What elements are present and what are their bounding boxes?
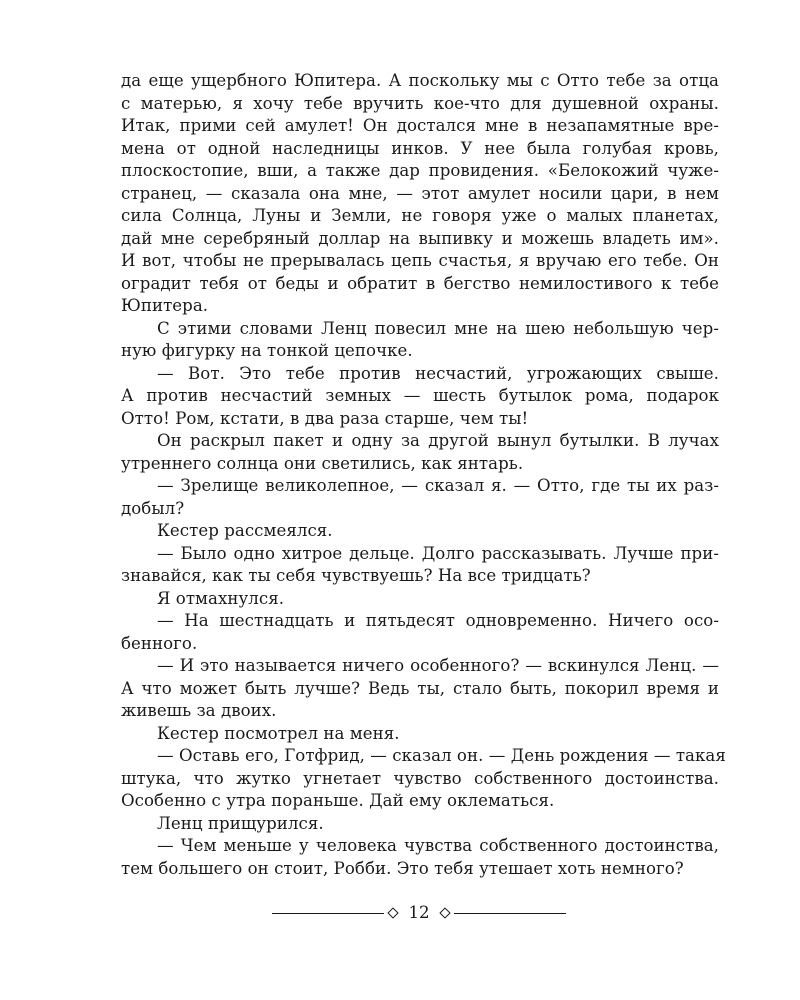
text-line: штука, что жутко угнетает чувство собственного достоинства.: [121, 768, 719, 788]
page-footer: [272, 901, 566, 925]
text-line: оградит тебя от беды и обратит в бегство немилостивого к тебе: [121, 273, 719, 293]
footer-rule-left: [272, 913, 384, 914]
text-line: дай мне серебряный доллар на выпивку и можешь владеть им».: [121, 228, 719, 248]
text-line: — На шестнадцать и пятьдесят одновременно. Ничего осо-: [157, 611, 719, 630]
footer-rule-right: [454, 913, 566, 914]
text-line: Особенно с утра пораньше. Дай ему оклематься.: [121, 791, 555, 810]
text-line: Он раскрыл пакет и одну за другой вынул бутылки. В лучах: [157, 431, 719, 450]
text-line: — И это называется ничего особенного? — вскинулся Ленц. —: [157, 656, 719, 675]
text-line: бенного.: [121, 633, 198, 653]
page-number: 12: [408, 903, 430, 922]
text-line: сила Солнца, Луны и Земли, не говоря уже о малых планетах,: [121, 206, 719, 225]
text-line: знавайся, как ты себя чувствуешь? На все тридцать?: [121, 566, 591, 585]
text-line: — Чем меньше у человека чувства собственного достоинства,: [157, 836, 719, 855]
text-line: добыл?: [121, 498, 185, 518]
text-line: С этими словами Ленц повесил мне на шею небольшую чер-: [157, 318, 719, 338]
text-line: плоскостопие, вши, а также дар провидения. «Белокожий чуже-: [121, 161, 719, 180]
text-line: Отто! Ром, кстати, в два раза старше, чем ты!: [121, 408, 529, 428]
text-line: — Оставь его, Готфрид, — сказал он. — День рождения — такая: [157, 746, 726, 765]
text-line: утреннего солнца они светились, как янтарь.: [121, 453, 524, 473]
diamond-ornament-left-icon: [388, 907, 399, 918]
text-line: — Было одно хитрое дельце. Долго рассказывать. Лучше при-: [157, 543, 719, 563]
text-line: живешь за двоих.: [121, 701, 277, 720]
text-line: Итак, прими сей амулет! Он достался мне в незапамятные вре-: [121, 116, 719, 135]
text-line: А против несчастий земных — шесть бутылок рома, подарок: [121, 386, 719, 405]
text-line: Я отмахнулся.: [157, 588, 285, 608]
text-line: — Зрелище великолепное, — сказал я. — Отто, где ты их раз-: [157, 476, 719, 495]
text-line: с матерью, я хочу тебе вручить кое-что для душевной охраны.: [121, 93, 719, 113]
page-text: [121, 70, 726, 880]
text-line: ную фигурку на тонкой цепочке.: [121, 341, 413, 360]
text-line: странец, — сказала она мне, — этот амулет носили цари, в нем: [121, 183, 719, 203]
text-line: Кестер посмотрел на меня.: [157, 723, 400, 743]
text-line: А что может быть лучше? Ведь ты, стало быть, покорил время и: [121, 678, 719, 698]
text-line: да еще ущербного Юпитера. А поскольку мы с Отто тебе за отца: [121, 71, 719, 90]
text-line: И вот, чтобы не прерывалась цепь счастья, я вручаю его тебе. Он: [121, 251, 719, 270]
text-line: мена от одной наследницы инков. У нее была голубая кровь,: [121, 138, 719, 158]
text-line: Ленц прищурился.: [157, 813, 324, 833]
diamond-ornament-right-icon: [439, 907, 450, 918]
text-line: Кестер рассмеялся.: [157, 521, 333, 540]
text-line: — Вот. Это тебе против несчастий, угрожающих свыше.: [157, 363, 719, 383]
text-line: тем большего он стоит, Робби. Это тебя утешает хоть немного?: [121, 858, 684, 878]
text-line: Юпитера.: [121, 296, 209, 315]
